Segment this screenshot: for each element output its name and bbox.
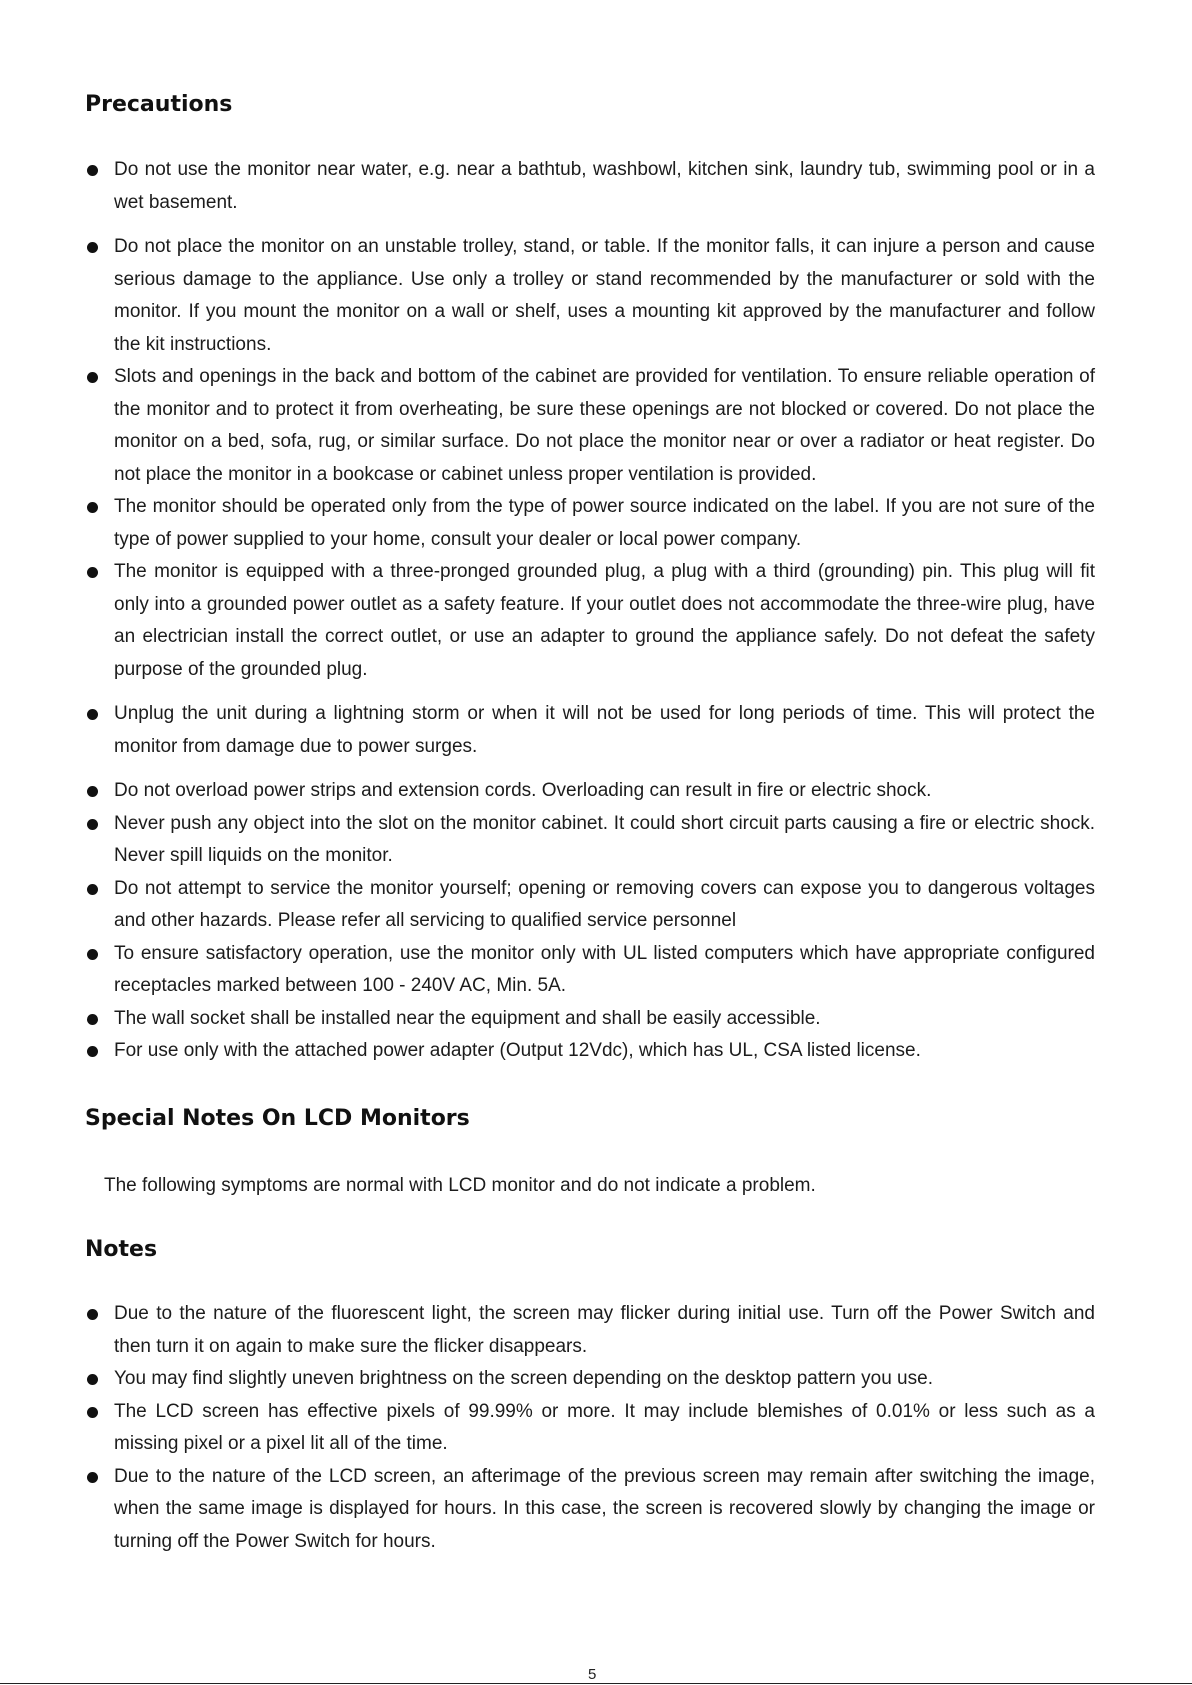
precautions-heading: Precautions — [85, 92, 233, 117]
list-item: The monitor should be operated only from the type of power source indicated on the label. If you are not sure of the type of power supplied to your home, consult your dealer or local power company. — [85, 491, 1095, 556]
list-item: Slots and openings in the back and bottom of the cabinet are provided for ventilation. To ensure reliable operation of the monitor and to protect it from overheating, be sure these openings are not blocked or covered. Do not place the monitor on a bed, sofa, rug, or similar surface. Do not place the monitor near or over a radiator or heat register. Do not place the monitor in a bookcase or cabinet unless proper ventilation is provided. — [85, 361, 1095, 491]
list-item: Unplug the unit during a lightning storm or when it will not be used for long periods of time. This will protect the monitor from damage due to power surges. — [85, 698, 1095, 763]
list-item: The wall socket shall be installed near the equipment and shall be easily accessible. — [85, 1003, 1095, 1036]
list-item: To ensure satisfactory operation, use the monitor only with UL listed computers which have appropriate configured receptacles marked between 100 - 240V AC, Min. 5A. — [85, 938, 1095, 1003]
notes-list — [85, 1298, 1095, 1558]
notes-heading: Notes — [85, 1237, 158, 1262]
list-item: Never push any object into the slot on the monitor cabinet. It could short circuit parts causing a fire or electric shock. Never spill liquids on the monitor. — [85, 808, 1095, 873]
special-notes-text: The following symptoms are normal with LCD monitor and do not indicate a problem. — [104, 1175, 816, 1196]
footer-divider — [0, 1683, 1192, 1684]
list-item: For use only with the attached power adapter (Output 12Vdc), which has UL, CSA listed license. — [85, 1035, 1095, 1068]
list-item: Due to the nature of the LCD screen, an afterimage of the previous screen may remain after switching the image, when the same image is displayed for hours. In this case, the screen is recovered slowly by changing the image or turning off the Power Switch for hours. — [85, 1461, 1095, 1559]
list-item: Do not overload power strips and extension cords. Overloading can result in fire or electric shock. — [85, 775, 1095, 808]
special-notes-heading: Special Notes On LCD Monitors — [85, 1106, 470, 1131]
list-item: Do not use the monitor near water, e.g. near a bathtub, washbowl, kitchen sink, laundry tub, swimming pool or in a wet basement. — [85, 154, 1095, 219]
list-item: The LCD screen has effective pixels of 99.99% or more. It may include blemishes of 0.01% or less such as a missing pixel or a pixel lit all of the time. — [85, 1396, 1095, 1461]
list-item: Do not attempt to service the monitor yourself; opening or removing covers can expose you to dangerous voltages and other hazards. Please refer all servicing to qualified service personnel — [85, 873, 1095, 938]
list-item: Do not place the monitor on an unstable trolley, stand, or table. If the monitor falls, it can injure a person and cause serious damage to the appliance. Use only a trolley or stand recommended by the manufacturer or sold with the monitor. If you mount the monitor on a wall or shelf, uses a mounting kit approved by the manufacturer and follow the kit instructions. — [85, 231, 1095, 361]
precautions-list — [85, 154, 1095, 1068]
list-item: The monitor is equipped with a three-pronged grounded plug, a plug with a third (grounding) pin. This plug will fit only into a grounded power outlet as a safety feature. If your outlet does not accommodate the three-wire plug, have an electrician install the correct outlet, or use an adapter to ground the appliance safely. Do not defeat the safety purpose of the grounded plug. — [85, 556, 1095, 686]
list-item: You may find slightly uneven brightness on the screen depending on the desktop pattern you use. — [85, 1363, 1095, 1396]
page-number: 5 — [588, 1666, 597, 1683]
list-item: Due to the nature of the fluorescent light, the screen may flicker during initial use. Turn off the Power Switch and then turn it on again to make sure the flicker disappears. — [85, 1298, 1095, 1363]
